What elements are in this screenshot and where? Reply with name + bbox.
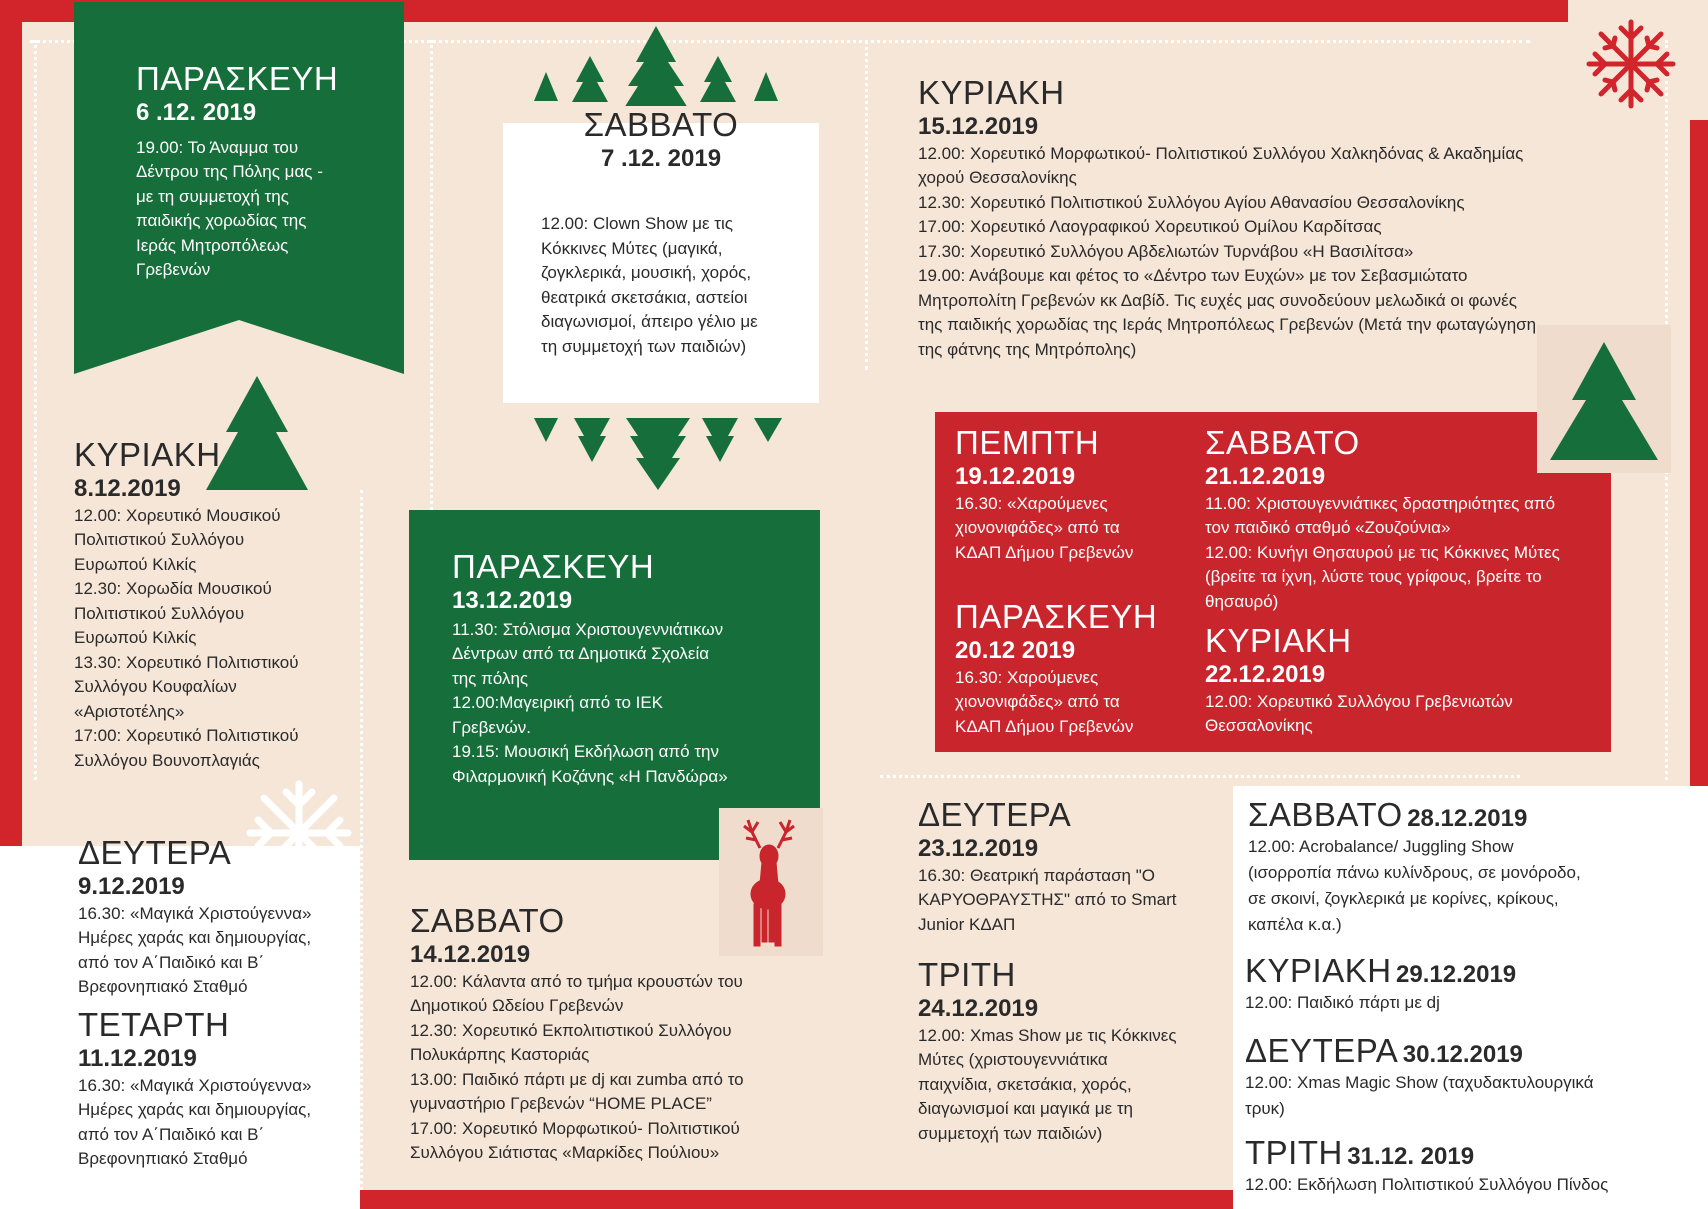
event-lines (918, 142, 1638, 363)
event-line: 12.00: Xmas Magic Show (ταχυδακτυλουργικά (1245, 1072, 1594, 1092)
event-line: Δέντρων από τα Δημοτικά Σχολεία (452, 644, 710, 664)
event-block-09-12 (78, 836, 358, 1000)
event-date: 15.12.2019 (918, 113, 1039, 140)
event-block-13-12 (452, 550, 812, 789)
event-line: με τη συμμετοχή της (136, 186, 289, 206)
event-line: τη συμμετοχή των παιδιών) (541, 336, 747, 356)
event-line: 13.30: Χορευτικό Πολιτιστικού (74, 652, 299, 672)
event-line: χορού Θεσσαλονίκης (918, 168, 1077, 188)
event-line: 17.00: Χορευτικό Λαογραφικού Χορευτικού Ομίλου Καρδίτσας (918, 217, 1382, 237)
event-lines (78, 902, 358, 1000)
event-lines (1248, 834, 1703, 938)
event-line: 16.30: Χαρούμενες (955, 667, 1099, 687)
event-line: Συλλόγου Βουνοπλαγιάς (74, 750, 260, 770)
event-block-29-12 (1245, 954, 1700, 1016)
event-date: 23.12.2019 (918, 835, 1039, 862)
event-date: 19.12.2019 (955, 463, 1076, 490)
event-line: 17.30: Χορευτικό Συλλόγου Αβδελιωτών Τυρνάβου «Η Βασιλίτσα» (918, 241, 1414, 261)
event-block-11-12 (78, 1008, 358, 1172)
event-block-08-12 (74, 438, 374, 773)
day-title: ΠΑΡΑΣΚΕΥΗ (955, 598, 1158, 635)
event-line: Ευρωπού Κιλκίς (74, 628, 197, 648)
event-line: 17:00: Χορευτικό Πολιτιστικού (74, 726, 299, 746)
christmas-tree-icon (530, 416, 790, 491)
event-date: 31.12. 2019 (1347, 1143, 1475, 1170)
event-date: 24.12.2019 (918, 995, 1039, 1022)
event-line: Συλλόγου Κουφαλίων (74, 677, 237, 697)
event-line: διαγωνισμοί και μαγικά με τη (918, 1099, 1133, 1119)
event-line: 12.30: Χορευτικό Εκπολιτιστικού Συλλόγου (410, 1020, 732, 1040)
event-line: χιονονιφάδες» από τα (955, 518, 1120, 538)
event-line: θησαυρό) (1205, 591, 1279, 611)
event-line: 19.00: Το Άναμμα του (136, 137, 299, 157)
event-block-06-12 (136, 62, 396, 283)
day-title: ΤΡΙΤΗ (1245, 1134, 1343, 1171)
event-line: (ισορροπία πάνω κυλίνδρους, σε μονόροδο, (1248, 862, 1581, 882)
day-title: ΣΑΒΒΑΤΟ (410, 902, 565, 939)
event-line: από τον Α΄Παιδικό και Β΄ (78, 1124, 265, 1144)
event-line: Δημοτικού Ωδείου Γρεβενών (410, 996, 624, 1016)
event-lines (955, 492, 1215, 566)
day-title: ΤΕΤΑΡΤΗ (78, 1006, 230, 1043)
event-line: 12.00: Παιδικό πάρτι με dj (1245, 992, 1440, 1012)
event-line: Πολιτιστικού Συλλόγου (74, 530, 245, 550)
day-title: ΠΑΡΑΣΚΕΥΗ (136, 60, 339, 97)
event-line: σε σκοινί, ζογκλερικά με κορίνες, κρίκους, (1248, 888, 1559, 908)
event-line: 12.00: Κάλαντα από το τμήμα κρουστών του (410, 971, 743, 991)
day-title: ΠΑΡΑΣΚΕΥΗ (452, 548, 655, 585)
event-date: 29.12.2019 (1396, 961, 1517, 988)
event-line: 12.00: Acrobalance/ Juggling Show (1248, 836, 1514, 856)
event-line: Ημέρες χαράς και δημιουργίας, (78, 928, 312, 948)
event-line: 13.00: Παιδικό πάρτι με dj και zumba από το (410, 1069, 744, 1089)
event-line: τον παιδικό σταθμό «Ζουζούνια» (1205, 518, 1451, 538)
event-lines (541, 212, 811, 359)
event-date: 13.12.2019 (452, 587, 573, 614)
event-line: 12.00: Xmas Show με τις Κόκκινες (918, 1025, 1177, 1045)
event-line: τρυκ) (1245, 1098, 1285, 1118)
event-line: Πολυκάρπης Καστοριάς (410, 1045, 590, 1065)
event-lines (1245, 1070, 1700, 1122)
event-line: 19.15: Μουσική Εκδήλωση από την (452, 742, 719, 762)
event-line: Ιεράς Μητροπόλεως (136, 235, 289, 255)
event-line: χιονονιφάδες» από τα (955, 692, 1120, 712)
event-line: Κόκκινες Μύτες (μαγικά, (541, 238, 723, 258)
event-lines (918, 864, 1248, 938)
event-line: 17.00: Χορευτικό Μορφωτικού- Πολιτιστικού (410, 1118, 740, 1138)
event-date: 8.12.2019 (74, 475, 181, 502)
event-lines (410, 970, 830, 1166)
event-line: 12.00: Εκδήλωση Πολιτιστικού Συλλόγου Πίνδος (1245, 1174, 1609, 1194)
event-line: 11.00: Χριστουγεννιάτικες δραστηριότητες από (1205, 493, 1556, 513)
event-line: 12.00: Κυνήγι Θησαυρού με τις Κόκκινες Μύτες (1205, 542, 1560, 562)
event-block-24-12 (918, 958, 1248, 1146)
event-line: 12.00: Χορευτικό Μορφωτικού- Πολιτιστικού Συλλόγου Χαλκηδόνας & Ακαδημίας (918, 143, 1524, 163)
event-lines (78, 1074, 358, 1172)
red-border-left (0, 0, 22, 848)
event-lines (74, 504, 374, 774)
event-block-31-12 (1245, 1136, 1700, 1198)
event-line: Junior ΚΔΑΠ (918, 914, 1016, 934)
event-block-14-12 (410, 904, 830, 1166)
red-border-bottom (360, 1190, 1360, 1209)
event-date: 14.12.2019 (410, 941, 531, 968)
day-title: ΣΑΒΒΑΤΟ (583, 106, 739, 143)
event-line: 16.30: Θεατρική παράσταση "Ο (918, 865, 1155, 885)
event-date: 7 .12. 2019 (600, 145, 722, 172)
day-title: ΔΕΥΤΕΡΑ (1245, 1032, 1399, 1069)
event-line: της φάτνης της Μητρόπολης) (918, 339, 1137, 359)
event-lines (918, 1024, 1248, 1147)
event-lines (1205, 492, 1605, 615)
event-header-07-12 (503, 108, 819, 174)
event-line: καπέλα κ.α.) (1248, 914, 1342, 934)
event-block-23-12 (918, 798, 1248, 937)
event-line: θεατρικά σκετσάκια, αστείοι (541, 287, 748, 307)
event-line: 12.30: Χορωδία Μουσικού (74, 579, 272, 599)
event-lines (136, 136, 396, 283)
event-line: γυμναστήριο Γρεβενών “HOME PLACE” (410, 1094, 712, 1114)
event-line: Γρεβενών. (452, 717, 531, 737)
event-line: της παιδικής χορωδίας της Ιεράς Μητροπόλεως Γρεβενών (Μετά την φωταγώγηση (918, 315, 1537, 335)
day-title: ΚΥΡΙΑΚΗ (1205, 622, 1352, 659)
event-lines (1245, 1172, 1700, 1198)
day-title: ΣΑΒΒΑΤΟ (1248, 796, 1403, 833)
event-block-15-12 (918, 76, 1638, 362)
event-date: 20.12 2019 (955, 637, 1076, 664)
event-date: 28.12.2019 (1407, 805, 1528, 832)
christmas-tree-icon (528, 26, 788, 106)
event-date: 9.12.2019 (78, 873, 185, 900)
event-line: ΚΔΑΠ Δήμου Γρεβενών (955, 542, 1134, 562)
event-line: 12.30: Χορευτικό Πολιτιστικού Συλλόγου Αγίου Αθανασίου Θεσσαλονίκης (918, 192, 1465, 212)
event-line: 16.30: «Χαρούμενες (955, 493, 1108, 513)
event-lines (1205, 690, 1605, 739)
event-line: Βρεφονηπιακό Σταθμό (78, 977, 248, 997)
event-date: 22.12.2019 (1205, 661, 1326, 688)
event-block-22-12 (1205, 624, 1605, 739)
event-line: συμμετοχή των παιδιών) (918, 1123, 1103, 1143)
event-line: παιχνίδια, σκετσάκια, χορός, (918, 1074, 1132, 1094)
event-line: Γρεβενών (136, 260, 211, 280)
dotted-divider (880, 775, 1520, 778)
event-lines (1245, 990, 1700, 1016)
event-line: Πολιτιστικού Συλλόγου (74, 603, 245, 623)
event-line: 12.00:Μαγειρική από το ΙΕΚ (452, 693, 664, 713)
event-line: Ημέρες χαράς και δημιουργίας, (78, 1100, 312, 1120)
event-lines (955, 666, 1215, 740)
event-block-20-12 (955, 600, 1215, 739)
event-date: 30.12.2019 (1402, 1041, 1523, 1068)
event-date: 11.12.2019 (78, 1045, 197, 1072)
event-line: Μύτες (χριστουγεννιάτικα (918, 1050, 1108, 1070)
event-line: Μητροπολίτη Γρεβενών κκ Δαβίδ. Τις ευχές μας συνοδεύουν μελωδικά οι φωνές (918, 290, 1517, 310)
event-line: 12.00: Clown Show με τις (541, 214, 733, 233)
event-line: Θεσσαλονίκης (1205, 716, 1313, 736)
event-line: από τον Α΄Παιδικό και Β΄ (78, 952, 265, 972)
event-block-28-12 (1248, 798, 1703, 938)
event-line: παιδικής χορωδίας της (136, 211, 307, 231)
event-line: 16.30: «Μαγικά Χριστούγεννα» (78, 1075, 312, 1095)
event-line: 12.00: Χορευτικό Συλλόγου Γρεβενιωτών (1205, 691, 1513, 711)
day-title: ΤΡΙΤΗ (918, 956, 1016, 993)
event-line: Ευρωπού Κιλκίς (74, 554, 197, 574)
event-line: (βρείτε τα ίχνη, λύστε τους γρίφους, βρείτε το (1205, 567, 1542, 587)
event-line: Συλλόγου Σιάτιστας «Μαρκίδες Πούλιου» (410, 1143, 720, 1163)
event-block-30-12 (1245, 1034, 1700, 1122)
event-block-21-12 (1205, 426, 1605, 614)
day-title: ΠΕΜΠΤΗ (955, 424, 1100, 461)
event-line: «Αριστοτέλης» (74, 701, 185, 721)
dotted-divider (34, 40, 37, 780)
event-line: ΚΑΡΥΟΘΡΑΥΣΤΗΣ" από το Smart (918, 890, 1177, 910)
day-title: ΔΕΥΤΕΡΑ (918, 796, 1072, 833)
event-date: 21.12.2019 (1205, 463, 1326, 490)
event-line: ΚΔΑΠ Δήμου Γρεβενών (955, 716, 1134, 736)
event-line: της πόλης (452, 668, 529, 688)
day-title: ΚΥΡΙΑΚΗ (1245, 952, 1392, 989)
day-title: ΔΕΥΤΕΡΑ (78, 834, 232, 871)
event-lines (452, 618, 812, 790)
event-line: 12.00: Χορευτικό Μουσικού (74, 505, 281, 525)
event-line: 16.30: «Μαγικά Χριστούγεννα» (78, 903, 312, 923)
event-line: Δέντρου της Πόλης μας - (136, 162, 323, 182)
day-title: ΣΑΒΒΑΤΟ (1205, 424, 1360, 461)
event-line: Βρεφονηπιακό Σταθμό (78, 1149, 248, 1169)
event-date: 6 .12. 2019 (136, 99, 257, 126)
event-line: 19.00: Ανάβουμε και φέτος το «Δέντρο των Ευχών» με τον Σεβασμιώτατο (918, 266, 1468, 286)
event-block-19-12 (955, 426, 1215, 565)
event-line: διαγωνισμοί, άπειρο γέλιο με (541, 312, 758, 331)
event-line: 11.30: Στόλισμα Χριστουγεννιάτικων (452, 619, 724, 639)
day-title: ΚΥΡΙΑΚΗ (918, 74, 1065, 111)
event-line: Φιλαρμονική Κοζάνης «Η Πανδώρα» (452, 766, 728, 786)
event-line: ζογκλερικά, μουσική, χορός, (541, 263, 752, 282)
day-title: ΚΥΡΙΑΚΗ (74, 436, 221, 473)
dotted-divider (865, 40, 868, 370)
